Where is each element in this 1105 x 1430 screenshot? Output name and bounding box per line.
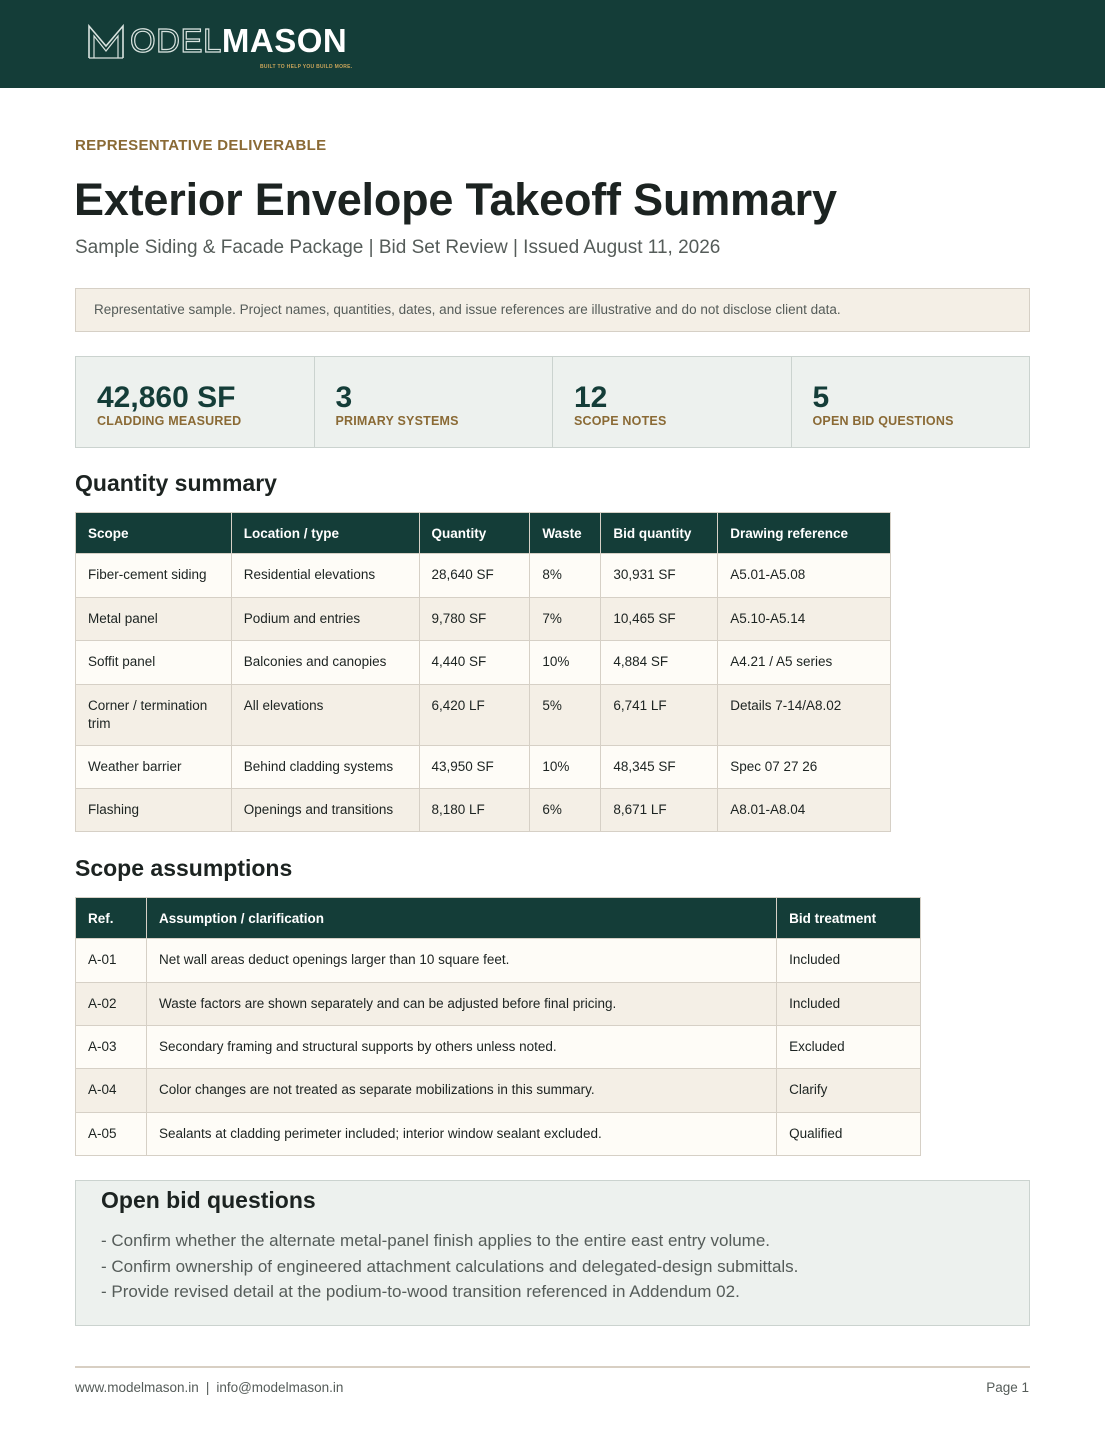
table-row: [76, 1026, 921, 1069]
table-cell: Weather barrier: [76, 746, 232, 789]
document-eyebrow: REPRESENTATIVE DELIVERABLE: [75, 137, 327, 154]
table-cell: Waste factors are shown separately and can be adjusted before final pricing.: [146, 983, 776, 1026]
column-header-assumption: Assumption / clarification: [146, 898, 776, 939]
column-header-bid-treatment: Bid treatment: [777, 898, 921, 939]
footer-email-link[interactable]: info@modelmason.in: [216, 1380, 344, 1395]
table-cell: Balconies and canopies: [231, 641, 419, 685]
table-cell: Behind cladding systems: [231, 746, 419, 789]
table-row: [76, 1113, 921, 1156]
footer-website-link[interactable]: www.modelmason.in: [75, 1380, 199, 1395]
logo-wordmark-light: ODEL: [130, 22, 222, 59]
stat-card-scope-notes: [553, 357, 792, 447]
table-cell: Details 7-14/A8.02: [718, 685, 891, 746]
table-cell: 8%: [530, 554, 601, 598]
table-cell: Podium and entries: [231, 598, 419, 641]
table-cell: Soffit panel: [76, 641, 232, 685]
disclaimer-banner: Representative sample. Project names, quantities, dates, and issue references are illustrative and do not disclose client data.: [75, 288, 1030, 332]
table-cell: 28,640 SF: [419, 554, 530, 598]
table-cell: 48,345 SF: [601, 746, 718, 789]
document-subtitle: Sample Siding & Facade Package | Bid Set Review | Issued August 11, 2026: [75, 237, 721, 258]
logo-tagline: BUILT TO HELP YOU BUILD MORE.: [260, 64, 353, 70]
page-title: Exterior Envelope Takeoff Summary: [74, 174, 837, 225]
list-item: - Confirm ownership of engineered attachment calculations and delegated-design submittals.: [101, 1256, 799, 1276]
table-cell: Residential elevations: [231, 554, 419, 598]
stat-label: CLADDING MEASURED: [97, 414, 242, 428]
footer-separator: |: [205, 1380, 210, 1395]
column-header-drawing-reference: Drawing reference: [718, 513, 891, 554]
open-bid-questions-list: [101, 1228, 798, 1305]
table-cell: A-01: [76, 939, 147, 983]
stat-value: 3: [335, 381, 353, 414]
table-cell: 10,465 SF: [601, 598, 718, 641]
stat-card-open-questions: [792, 357, 1030, 447]
stat-label: PRIMARY SYSTEMS: [335, 414, 459, 428]
footer-contact: [75, 1380, 343, 1395]
stat-label: OPEN BID QUESTIONS: [812, 414, 954, 428]
table-cell: 5%: [530, 685, 601, 746]
table-cell: 8,671 LF: [601, 789, 718, 832]
column-header-scope: Scope: [76, 513, 232, 554]
column-header-ref: Ref.: [76, 898, 147, 939]
table-cell: Spec 07 27 26: [718, 746, 891, 789]
logo-m-mark-icon: [86, 22, 128, 60]
table-cell: 6,420 LF: [419, 685, 530, 746]
header-bar: [0, 0, 1105, 88]
table-cell: A5.01-A5.08: [718, 554, 891, 598]
table-row: [76, 1069, 921, 1113]
page-number: Page 1: [986, 1380, 1029, 1395]
table-cell: Excluded: [777, 1026, 921, 1069]
table-cell: Secondary framing and structural supports by others unless noted.: [146, 1026, 776, 1069]
stat-card-systems: [315, 357, 554, 447]
table-row: [76, 746, 891, 789]
table-row: [76, 685, 891, 746]
table-cell: Clarify: [777, 1069, 921, 1113]
table-cell: 10%: [530, 641, 601, 685]
table-cell: Openings and transitions: [231, 789, 419, 832]
table-cell: 4,884 SF: [601, 641, 718, 685]
table-cell: Flashing: [76, 789, 232, 832]
table-row: [76, 939, 921, 983]
modelmason-logo[interactable]: [86, 22, 366, 72]
table-cell: 4,440 SF: [419, 641, 530, 685]
open-bid-questions-heading: Open bid questions: [101, 1187, 316, 1213]
stat-value: 5: [812, 381, 830, 414]
table-cell: 10%: [530, 746, 601, 789]
table-cell: A8.01-A8.04: [718, 789, 891, 832]
stat-label: SCOPE NOTES: [574, 414, 667, 428]
table-cell: Sealants at cladding perimeter included; interior window sealant excluded.: [146, 1113, 776, 1156]
quantity-summary-heading: Quantity summary: [75, 470, 277, 496]
table-row: [76, 641, 891, 685]
stat-value: 42,860 SF: [97, 381, 236, 414]
table-header-row: [76, 898, 921, 939]
table-row: [76, 554, 891, 598]
table-cell: A-05: [76, 1113, 147, 1156]
table-row: [76, 983, 921, 1026]
table-cell: 8,180 LF: [419, 789, 530, 832]
table-row: [76, 598, 891, 641]
scope-assumptions-heading: Scope assumptions: [75, 855, 293, 881]
table-cell: Included: [777, 939, 921, 983]
table-cell: Net wall areas deduct openings larger than 10 square feet.: [146, 939, 776, 983]
open-bid-questions-panel: [75, 1180, 1030, 1326]
table-cell: A-03: [76, 1026, 147, 1069]
footer-divider: [75, 1366, 1030, 1368]
column-header-location: Location / type: [231, 513, 419, 554]
table-cell: Qualified: [777, 1113, 921, 1156]
table-cell: A-04: [76, 1069, 147, 1113]
table-cell: 6%: [530, 789, 601, 832]
stats-row: [75, 356, 1030, 448]
table-cell: Corner / termination trim: [76, 685, 232, 746]
table-cell: 9,780 SF: [419, 598, 530, 641]
quantity-summary-table: [75, 512, 891, 832]
table-cell: 7%: [530, 598, 601, 641]
list-item: - Confirm whether the alternate metal-panel finish applies to the entire east entry volume.: [101, 1231, 771, 1250]
table-cell: A4.21 / A5 series: [718, 641, 891, 685]
column-header-waste: Waste: [530, 513, 601, 554]
table-cell: 6,741 LF: [601, 685, 718, 746]
stat-value: 12: [574, 381, 608, 414]
table-header-row: [76, 513, 891, 554]
logo-wordmark: [130, 23, 347, 59]
table-cell: 30,931 SF: [601, 554, 718, 598]
table-cell: A5.10-A5.14: [718, 598, 891, 641]
scope-assumptions-table: [75, 897, 921, 1156]
logo-wordmark-bold: MASON: [221, 22, 348, 59]
table-cell: Fiber-cement siding: [76, 554, 232, 598]
table-cell: All elevations: [231, 685, 419, 746]
table-cell: 43,950 SF: [419, 746, 530, 789]
column-header-bid-quantity: Bid quantity: [601, 513, 718, 554]
table-cell: A-02: [76, 983, 147, 1026]
column-header-quantity: Quantity: [419, 513, 530, 554]
table-cell: Color changes are not treated as separate mobilizations in this summary.: [146, 1069, 776, 1113]
table-row: [76, 789, 891, 832]
table-cell: Metal panel: [76, 598, 232, 641]
list-item: - Provide revised detail at the podium-to-wood transition referenced in Addendum 02.: [101, 1282, 740, 1301]
stat-card-cladding: [76, 357, 315, 447]
table-cell: Included: [777, 983, 921, 1026]
